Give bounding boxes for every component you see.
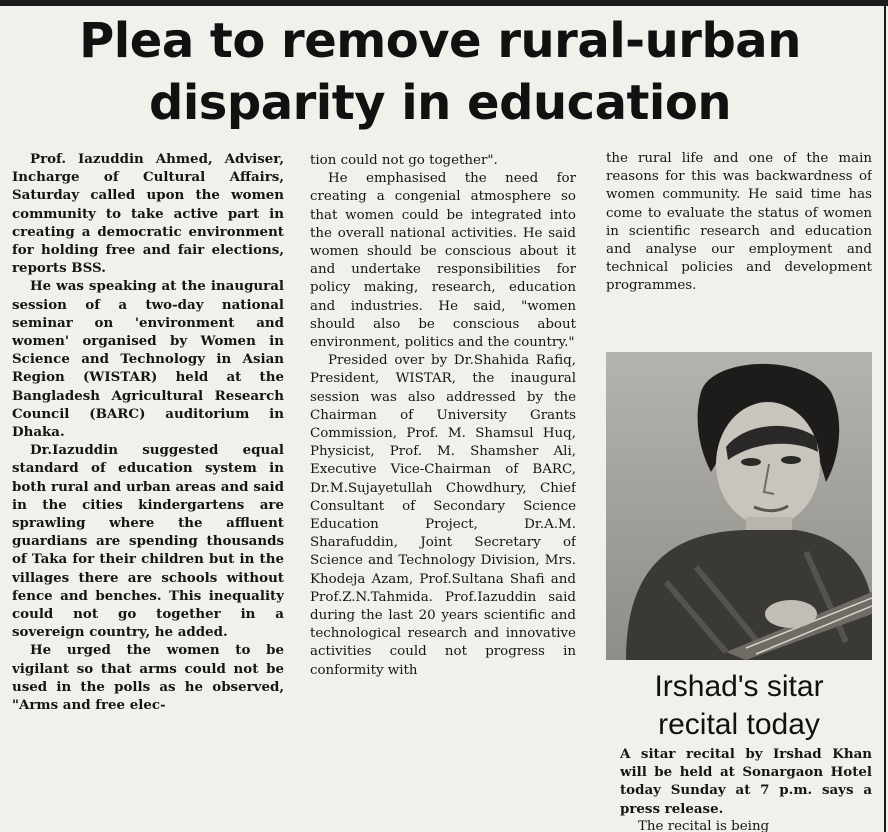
paragraph: Presided over by Dr.Shahida Rafiq, President, WISTAR, the inaugural session was also addressed by the Chairman of University Grants Commission, Prof. M. Shamsul Huq, Physicist, Prof. M. Shamsher Ali, Executive Vice-Chairman of BARC, Dr.M.Sujayetullah Chowdhury, Chief Consultant of Secondary Science Education Project, Dr.A.M. Sharafuddin, Joint Secretary of Science and Technology Division, Mrs. Khodeja Azam, Prof.Sultana Shafi and Prof.Z.N.Tahmida. Prof.Iazuddin said during the last 20 years scientific and technological research and innovative activities could not progress in conformity with bbox=[310, 353, 576, 678]
musician-photo bbox=[606, 352, 872, 660]
paragraph: the rural life and one of the main reasons for this was backwardness of women community. He said time has come to evaluate the status of women in scientific research and education and analyse our employment and technical policies and development programmes. bbox=[606, 151, 872, 294]
sidebar-headline-line-2: recital today bbox=[658, 708, 820, 741]
paragraph: He urged the women to be vigilant so that arms could not be used in the polls as he observed, "Arms and free elec- bbox=[12, 642, 284, 714]
paragraph: Prof. Iazuddin Ahmed, Adviser, Incharge of Cultural Affairs, Saturday called upon the women community to take active part in creating a democratic environment for holding free and fair elections, reports BSS. bbox=[12, 151, 284, 277]
sidebar-paragraph-continued: The recital is being bbox=[638, 818, 770, 832]
article-headline bbox=[20, 10, 860, 134]
headline-line-1: Plea to remove rural-urban bbox=[79, 13, 801, 69]
sidebar-headline bbox=[606, 668, 872, 744]
sidebar-paragraph: A sitar recital by Irshad Khan will be held at Sonargaon Hotel today Sunday at 7 p.m. says a press release. bbox=[620, 746, 872, 817]
sidebar-story bbox=[620, 745, 872, 832]
article-column-1 bbox=[12, 150, 284, 832]
top-border-rule bbox=[0, 0, 888, 6]
right-border-rule bbox=[884, 0, 886, 832]
paragraph: Dr.Iazuddin suggested equal standard of education system in both rural and urban areas and said in the cities kindergartens are sprawling where the affluent guardians are spending thousands of Taka for their children but in the villages there are schools without fence and benches. This inequality could not go together in a sovereign country, he added. bbox=[12, 442, 284, 641]
headline-line-2: disparity in education bbox=[148, 75, 731, 131]
paragraph: He emphasised the need for creating a congenial atmosphere so that women could be integrated into the overall national activities. He said women should be conscious about it and undertake responsibilities for policy making, research, education and industries. He said, "women should also be conscious about environment, politics and the country." bbox=[310, 171, 576, 351]
article-column-2 bbox=[310, 152, 576, 832]
paragraph: tion could not go together". bbox=[310, 153, 498, 168]
article-column-3 bbox=[606, 150, 872, 342]
paragraph: He was speaking at the inaugural session of a two-day national seminar on 'environment and women' organised by Women in Science and Technology in Asian Region (WISTAR) held at the Bangladesh Agricultural Research Council (BARC) auditorium in Dhaka. bbox=[12, 278, 284, 441]
sidebar-headline-line-1: Irshad's sitar bbox=[654, 670, 824, 703]
portrait-image bbox=[606, 352, 872, 660]
